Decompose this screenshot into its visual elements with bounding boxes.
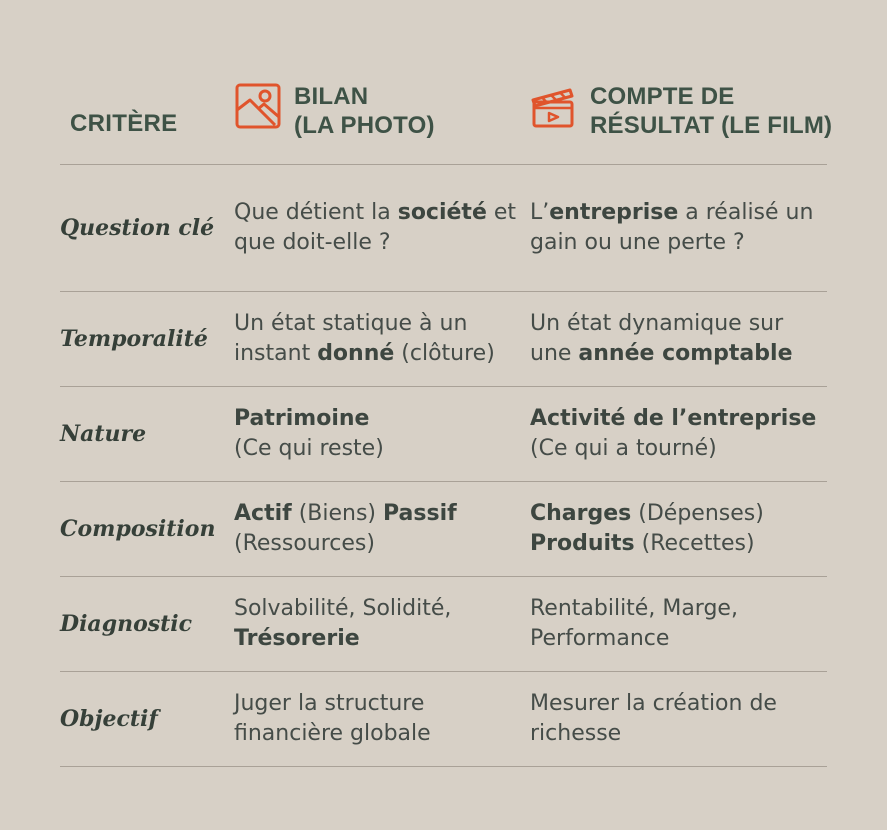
table-row-nature (60, 386, 827, 481)
cell-text: doit-elle ? (282, 230, 391, 255)
cell-text: Mesurer la création de (530, 691, 777, 716)
cell-text: financière globale (234, 721, 431, 746)
cell-text: et (486, 200, 517, 225)
bilan-cell (234, 404, 524, 464)
compte-title-line2: RÉSULTAT (LE FILM) (590, 112, 833, 139)
cell-text: Solvabilité, Solidité, (234, 596, 452, 621)
bilan-title-line2: (LA PHOTO) (294, 112, 435, 139)
compte-cell (530, 198, 822, 258)
cell-text: gain ou une perte ? (530, 230, 745, 255)
cell-text: (Biens) (291, 501, 377, 526)
cell-text-bold: Passif (383, 501, 457, 526)
cell-text: (Ressources) (234, 531, 375, 556)
row-label: Question clé (60, 215, 215, 241)
bilan-title-line1: BILAN (294, 83, 369, 110)
row-label: Objectif (60, 706, 158, 732)
table-bottom-divider (60, 766, 827, 767)
cell-text-bold: Trésorerie (234, 626, 360, 651)
cell-text: richesse (530, 721, 622, 746)
cell-text: instant (234, 341, 318, 366)
cell-text: (Recettes) (634, 531, 755, 556)
bilan-title (294, 82, 435, 140)
row-label: Temporalité (60, 326, 208, 352)
compte-cell (530, 689, 822, 749)
cell-text: (Ce qui a tourné) (530, 436, 717, 461)
table-row-temporalite (60, 291, 827, 386)
table-header (0, 0, 887, 164)
clapperboard-icon (530, 82, 578, 130)
cell-text: que (234, 230, 276, 255)
table-row-diagnostic (60, 576, 827, 671)
compte-cell (530, 499, 822, 559)
cell-text: (Ce qui reste) (234, 436, 384, 461)
cell-text: a réalisé un (678, 200, 814, 225)
compte-title-line1: COMPTE DE (590, 83, 735, 110)
cell-text: une (530, 341, 579, 366)
image-icon (234, 82, 282, 130)
cell-text: Un état statique à un (234, 311, 468, 336)
bilan-cell (234, 198, 524, 258)
row-label: Diagnostic (60, 611, 193, 637)
cell-text-bold: donné (317, 341, 395, 366)
table-row-question-cle (60, 164, 827, 291)
cell-text: Performance (530, 626, 670, 651)
cell-text: L’ (530, 200, 550, 225)
compte-cell (530, 594, 822, 654)
table-row-objectif (60, 671, 827, 766)
cell-text: Rentabilité, Marge, (530, 596, 738, 621)
bilan-cell (234, 499, 524, 559)
table-row-composition (60, 481, 827, 576)
cell-text-bold: Produits (530, 531, 635, 556)
compte-column-header (530, 82, 832, 140)
cell-text-bold: année comptable (578, 341, 793, 366)
cell-text-bold: Actif (234, 501, 292, 526)
cell-text-bold: Patrimoine (234, 406, 370, 431)
bilan-cell (234, 309, 524, 369)
cell-text-bold: entreprise (549, 200, 679, 225)
cell-text: (Dépenses) (631, 501, 764, 526)
bilan-column-header (234, 82, 435, 140)
cell-text-bold: société (397, 200, 487, 225)
compte-cell (530, 404, 822, 464)
cell-text: (clôture) (394, 341, 495, 366)
bilan-cell (234, 689, 524, 749)
cell-text: Que détient la (234, 200, 398, 225)
cell-text: Un état dynamique sur (530, 311, 784, 336)
comparison-table (60, 164, 827, 767)
row-label: Composition (60, 516, 216, 542)
cell-text-bold: Charges (530, 501, 632, 526)
bilan-cell (234, 594, 524, 654)
row-label: Nature (60, 421, 147, 447)
cell-text: Juger la structure (234, 691, 425, 716)
criteria-column-header: CRITÈRE (70, 110, 178, 137)
cell-text-bold: Activité de l’entreprise (530, 406, 817, 431)
compte-title (590, 82, 832, 140)
compte-cell (530, 309, 822, 369)
